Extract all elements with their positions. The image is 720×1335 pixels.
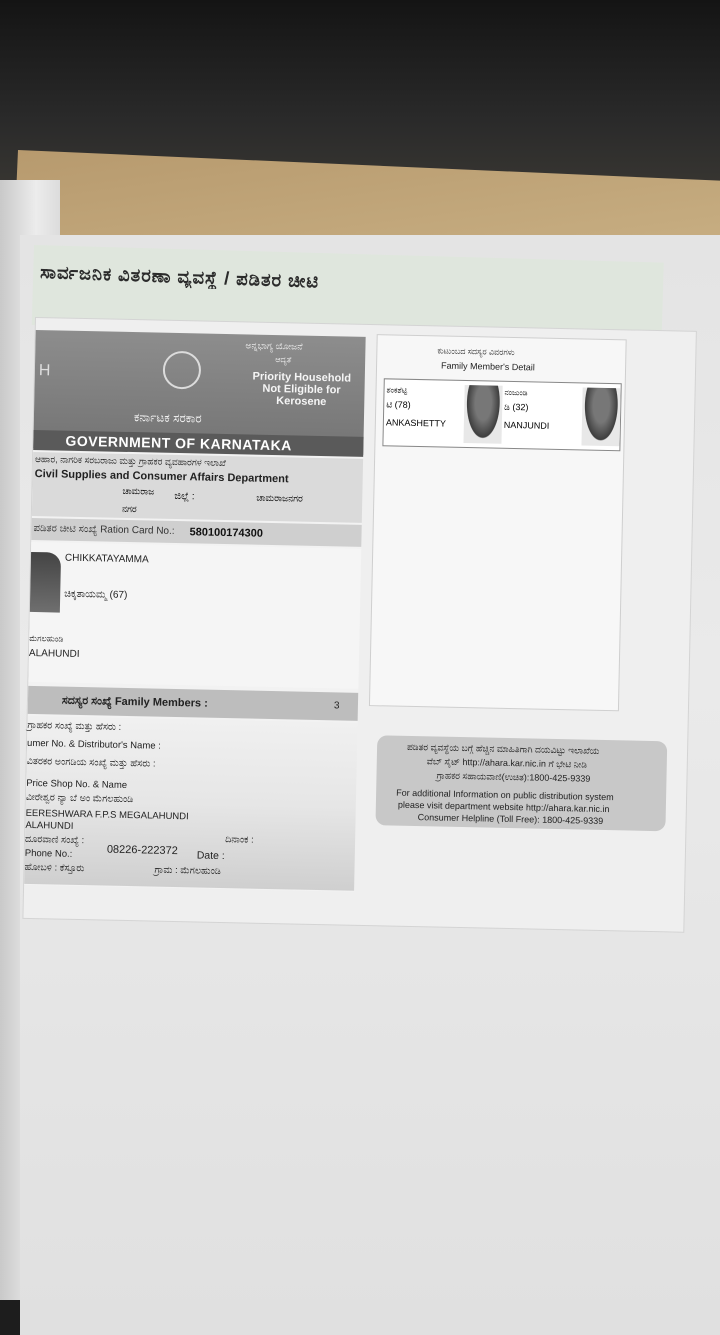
ration-card: [23, 318, 695, 932]
department-block: [32, 452, 363, 523]
district-label: ಜಿಲ್ಲೆ :: [174, 490, 195, 503]
members-title-kn: ಕುಟುಂಬದ ಸದಸ್ಯರ ವಿವರಗಳು: [437, 346, 515, 358]
card-front: [24, 330, 366, 892]
members-table: [383, 379, 620, 450]
family-label: ಸದಸ್ಯರ ಸಂಖ್ಯೆ Family Members :: [61, 694, 208, 710]
member-name-kn: ನಂಜುಂಡಿ: [504, 387, 528, 398]
family-members-row: [28, 686, 359, 721]
phone-kn: ದೂರವಾಣಿ ಸಂಖ್ಯೆ :: [24, 833, 85, 847]
holder-photo: [30, 552, 61, 613]
district-value: ಚಾಮರಾಜನಗರ: [256, 492, 303, 504]
shop-name: EERESHWARA F.P.S MEGALAHUNDI: [25, 807, 189, 823]
member-name: NANJUNDI: [503, 419, 550, 431]
hobli: ಹೋಬಳಿ : ಕೆಸ್ತೂರು: [24, 861, 85, 875]
member-card: [383, 379, 502, 447]
emblem-icon: [163, 351, 202, 390]
document-title: ಸಾರ್ವಜನಿಕ ವಿತರಣಾ ವ್ಯವಸ್ಥೆ / ಪಡಿತರ ಚೀಟಿ: [39, 261, 320, 292]
priority-note: Priority Household Not Eligible for Kerosene: [252, 370, 352, 409]
member-photo: [581, 387, 620, 446]
member-photo: [463, 385, 502, 444]
shop-area: ALAHUNDI: [25, 819, 74, 832]
member-age: ಡಿ (32): [504, 401, 529, 413]
info-kn-1: ಪಡಿತರ ವ್ಯವಸ್ಥೆಯ ಬಗ್ಗೆ ಹೆಚ್ಚಿನ ಮಾಹಿತಿಗಾಗಿ ದಯವಿಟ್ಟು ಇಲಾಖೆಯ: [406, 741, 600, 756]
helpline-box: [375, 735, 667, 831]
holder-name-kn: ಚಿಕ್ಕತಾಯಮ್ಮ (67): [64, 588, 128, 601]
card-back: [370, 335, 626, 710]
member-card: [501, 382, 620, 450]
scheme-sub: ಆದ್ಯತೆ: [275, 355, 292, 365]
gov-kannada: ಕರ್ನಾಟಕ ಸರಕಾರ: [133, 410, 202, 426]
info-kn-3: ಗ್ರಾಹಕರ ಸಹಾಯವಾಣಿ(ಉಚಿತ):1800-425-9339: [436, 770, 591, 784]
area: ನಗರ: [121, 503, 137, 515]
phone-label: Phone No.:: [24, 847, 73, 860]
owner-kn: ಗ್ರಾಹಕರ ಸಂಖ್ಯೆ ಮತ್ತು ಹೆಸರು :: [27, 719, 122, 733]
distributor-label: umer No. & Distributor's Name :: [26, 737, 161, 752]
dept-english: Civil Supplies and Consumer Affairs Department: [34, 468, 289, 486]
taluk: ಚಾಮರಾಜ: [122, 485, 155, 497]
member-name-kn: ಶಂಕಶೆಟ್ಟಿ: [386, 385, 408, 395]
village-line: ಗ್ರಾಮ : ಮೆಗಲಹುಂಡಿ: [154, 864, 221, 877]
shop-kn: ವೀರೇಶ್ವರ ನ್ಯಾ ಬೆ ಅಂ ಮೆಗಲಹುಂಡಿ: [25, 791, 134, 806]
distributor-block: [24, 716, 357, 891]
info-en-2: please visit department website http://ahara.kar.nic.in: [397, 799, 610, 815]
phone-value: 08226-222372: [106, 843, 178, 858]
scheme-name: ಅನ್ನಭಾಗ್ಯ ಯೋಜನೆ: [245, 340, 303, 352]
shop-label: Price Shop No. & Name: [26, 777, 128, 792]
member-name: ANKASHETTY: [385, 417, 446, 429]
members-title-en: Family Member's Detail: [440, 360, 535, 373]
gov-title: GOVERNMENT OF KARNATAKA: [33, 430, 363, 457]
info-en-1: For additional Information on public distribution system: [396, 787, 614, 803]
ration-number: 580100174300: [189, 526, 264, 540]
date-label: Date :: [196, 849, 225, 863]
village-en: ALAHUNDI: [28, 647, 80, 660]
holder-block: [28, 542, 361, 689]
dept-kannada: ಆಹಾರ, ನಾಗರಿಕ ಸರಬರಾಜು ಮತ್ತು ಗ್ರಾಹಕರ ವ್ಯವಹಾರಗಳ ಇಲಾಖೆ: [34, 454, 227, 469]
ration-label: ಪಡಿತರ ಚೀಟಿ ಸಂಖ್ಯೆ Ration Card No.:: [33, 522, 175, 537]
date-kn: ದಿನಾಂಕ :: [225, 834, 254, 846]
village-kn: ಮೆಗಲಹುಂಡಿ: [29, 633, 64, 644]
family-count: 3: [333, 700, 340, 712]
info-en-3: Consumer Helpline (Toll Free): 1800-425-9339: [417, 812, 604, 826]
holder-name: CHIKKATAYAMMA: [64, 552, 149, 566]
member-age: ಟಿ (78): [386, 399, 411, 410]
info-kn-2: ವೆಬ್ ಸೈಟ್ http://ahara.kar.nic.in ಗೆ ಭೇಟಿ ನೀಡಿ: [426, 756, 588, 770]
header-letter: H: [38, 362, 51, 380]
distributor-kn: ವಿತರಕರ ಅಂಗಡಿಯ ಸಂಖ್ಯೆ ಮತ್ತು ಹೆಸರು :: [26, 755, 156, 770]
